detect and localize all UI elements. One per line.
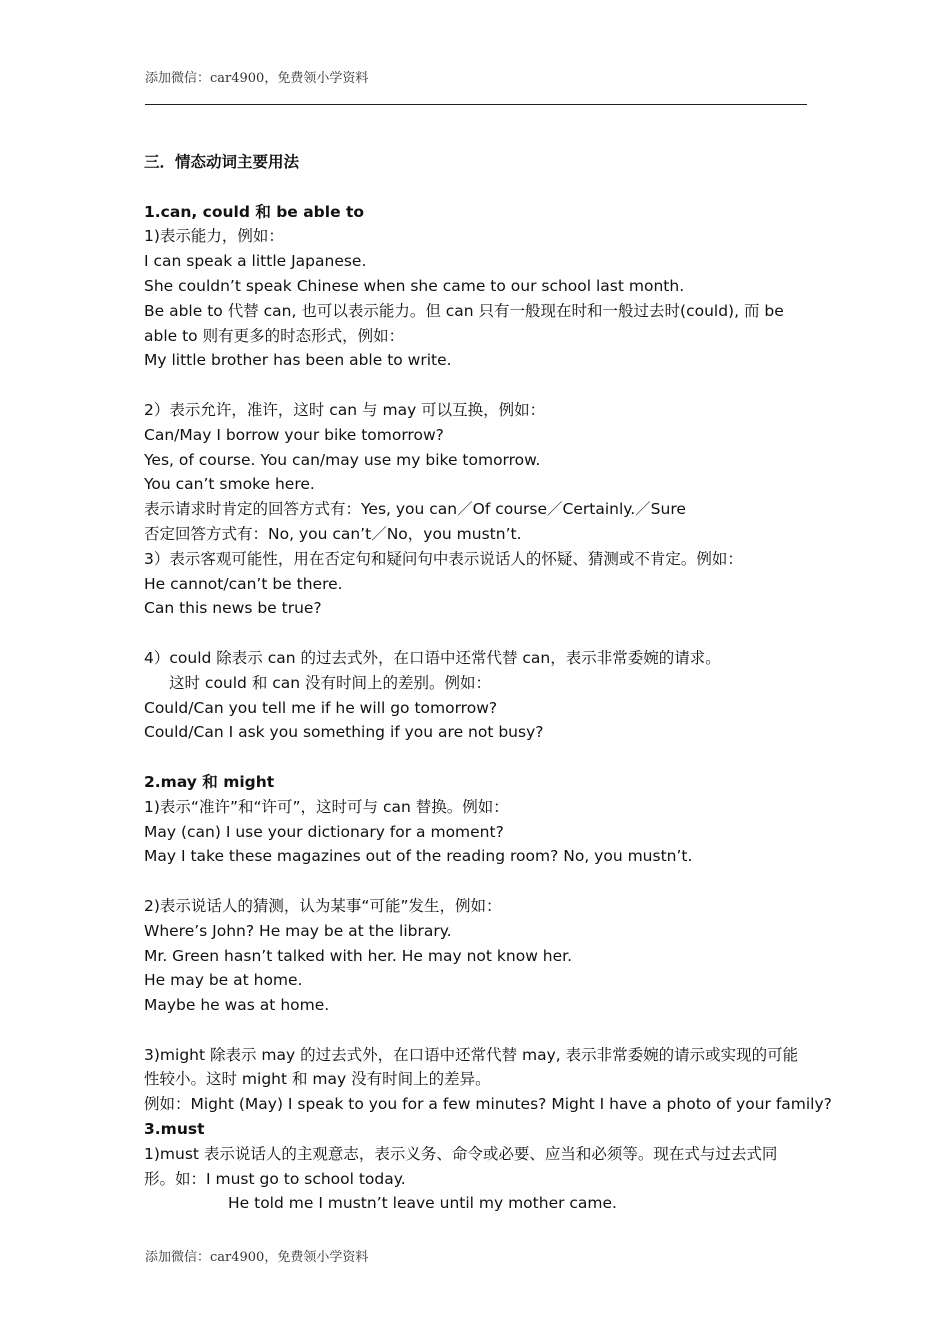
example-line: Can/May I borrow your bike tomorrow? [144, 425, 444, 444]
example-line: Yes, of course. You can/may use my bike tomorrow. [144, 450, 541, 469]
header-divider [145, 104, 807, 105]
spacer [144, 175, 808, 200]
page-header: 添加微信：car4900，免费领小学资料 [145, 71, 369, 86]
might-usage-title: 3)might 除表示 may 的过去式外，在口语中还常代替 may, 表示非常委婉的请示或实现的可能性较小。这时 might 和 may 没有时间上的差异。 [144, 1045, 799, 1089]
can-heading: 1.can, could 和 be able to [144, 202, 365, 221]
example-line: Could/Can you tell me if he will go tomorrow? [144, 698, 498, 717]
can-negative-answers: 否定回答方式有：No, you can’t／No，you mustn’t. [144, 524, 522, 543]
must-usage-title: 1)must 表示说话人的主观意志，表示义务、命令或必要、应当和必须等。现在式与过去式同形。如：I must go to school today. [144, 1144, 778, 1188]
may-heading: 2.may 和 might [144, 772, 275, 791]
spacer [144, 869, 808, 894]
may-guess-title: 2)表示说话人的猜测，认为某事“可能”发生，例如： [144, 896, 502, 915]
section-title: 三．情态动词主要用法 [144, 153, 300, 171]
can-ability-note: Be able to 代替 can, 也可以表示能力。但 can 只有一般现在时和一般过去时(could), 而 be able to 则有更多的时态形式，例如： [144, 301, 784, 345]
example-line: I can speak a little Japanese. [144, 252, 367, 271]
example-line: Maybe he was at home. [144, 996, 330, 1015]
document-body [144, 150, 832, 1216]
example-line: She couldn’t speak Chinese when she came to our school last month. [144, 276, 685, 295]
example-line: He told me I mustn’t leave until my mother came. [228, 1194, 617, 1213]
example-line: May (can) I use your dictionary for a moment? [144, 822, 504, 841]
example-line: He cannot/can’t be there. [144, 574, 343, 593]
can-positive-answers: 表示请求时肯定的回答方式有：Yes, you can／Of course／Certainly.／Sure [144, 500, 686, 519]
example-line: You can’t smoke here. [144, 475, 315, 494]
could-request-continuation: 这时 could 和 can 没有时间上的差别。例如： [169, 673, 492, 692]
spacer [144, 1018, 808, 1043]
example-line: Where’s John? He may be at the library. [144, 921, 452, 940]
might-example: 例如：Might (May) I speak to you for a few minutes? Might I have a photo of your family? [144, 1095, 832, 1114]
example-line: My little brother has been able to write. [144, 351, 452, 370]
page-footer: 添加微信：car4900，免费领小学资料 [145, 1250, 369, 1265]
spacer [144, 745, 808, 770]
spacer [144, 621, 808, 646]
can-ability-title: 1)表示能力，例如： [144, 227, 284, 246]
spacer [144, 373, 808, 398]
must-heading: 3.must [144, 1120, 205, 1139]
example-line: Mr. Green hasn’t talked with her. He may not know her. [144, 946, 573, 965]
can-permission-title: 2）表示允许，准许，这时 can 与 may 可以互换，例如： [144, 400, 546, 419]
may-permission-title: 1)表示“准许”和“许可”，这时可与 can 替换。例如： [144, 797, 509, 816]
example-line: May I take these magazines out of the reading room? No, you mustn’t. [144, 847, 693, 866]
example-line: Could/Can I ask you something if you are not busy? [144, 723, 544, 742]
example-line: Can this news be true? [144, 599, 322, 618]
can-possibility-title: 3）表示客观可能性，用在否定句和疑问句中表示说话人的怀疑、猜测或不肯定。例如： [144, 549, 743, 568]
example-line: He may be at home. [144, 971, 303, 990]
could-request-title: 4）could 除表示 can 的过去式外，在口语中还常代替 can，表示非常委婉的请求。 [144, 648, 721, 667]
